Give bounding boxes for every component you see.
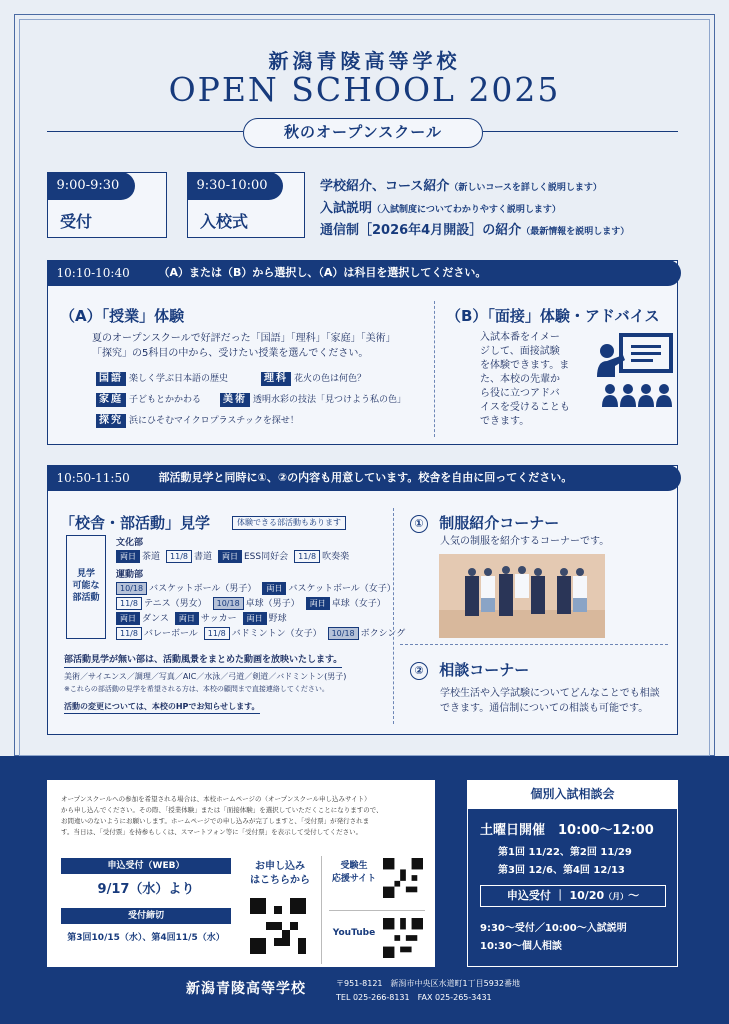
club-name: ESS同好会 [244, 552, 289, 562]
club-name: 茶道 [142, 552, 161, 562]
title-rule-left [47, 131, 243, 132]
session1-desc: （A）または（B）から選択し、（A）は科目を選択してください。 [158, 265, 487, 279]
consult-dates-2: 第3回 12/6、第4回 12/13 [498, 865, 625, 876]
class-bijutsu: 美術 透明水彩の技法「見つけよう私の色」 [220, 392, 406, 407]
reception-time: 9:00-9:30 [47, 172, 135, 200]
consult-schedule-1: 9:30～受付／10:00～入試説明 [480, 923, 627, 934]
culture-row [116, 549, 355, 563]
club-date-chip: 11/8 [116, 627, 142, 640]
sports-row [116, 611, 293, 625]
club-name: 卓球（女子） [331, 599, 386, 609]
club-name: 卓球（男子） [245, 599, 300, 609]
session1-box [47, 260, 678, 445]
consult-dates-1: 第1回 11/22、第2回 11/29 [498, 847, 632, 858]
class-experience-text-1: 夏のオープンスクールで好評だった「国語」「理科」「家庭」「美術」 [92, 333, 396, 344]
club-date-chip: 両日 [218, 550, 242, 563]
change-note: 活動の変更については、本校のHPでお知らせします。 [64, 701, 260, 714]
club-date-chip: 両日 [243, 612, 267, 625]
apply-qr-label: お申し込み はこちらから [250, 861, 310, 886]
close-label: 受付締切 [61, 908, 231, 924]
intro-line-2: 入試説明（入試制度についてわかりやすく説明します） [320, 201, 561, 216]
no-tour-small: ※これらの部活動の見学を希望される方は、本校の顧問まで直接連絡してください。 [64, 685, 329, 693]
examinee-qr-code[interactable] [383, 858, 423, 898]
tour-side-label: 見学 可能な 部活動 [66, 535, 106, 639]
class-rika: 理科 花火の色は何色？ [261, 371, 366, 386]
apply-text: オープンスクールへの参加を希望される場合は、本校ホームページの（オープンスクール申し込みサイト） から申し込んでください。その際、「授業体験」または「面接体験」を選択していただくことになりますので、 お間違いのないようにお願いします。ホームページでの申し込みが完了しますと、「受付票」が発行されま す。当日は、「受付票」を持参もしくは、スマートフォン等に「受付票」を表示して受付してください。 [61, 795, 383, 836]
club-name: 書道 [193, 552, 212, 562]
club-date-chip: 11/8 [204, 627, 230, 640]
reception-box [47, 172, 167, 238]
tour-badge: 体験できる部活動もあります [232, 516, 346, 530]
sports-row [116, 581, 402, 595]
title-rule-right [483, 131, 678, 132]
club-name: バドミントン（女子） [231, 629, 322, 639]
class-experience-title: （A）「授業」体験 [60, 307, 185, 325]
ceremony-time: 9:30-10:00 [187, 172, 283, 200]
club-name: ダンス [142, 614, 169, 624]
school-title: 新潟青陵高等学校 [268, 49, 461, 73]
subtitle-pill: 秋のオープンスクール [243, 118, 483, 148]
club-name: バスケットボール（男子） [149, 584, 257, 594]
youtube-qr-code[interactable] [383, 918, 423, 958]
no-tour-list: 美術／サイエンス／調理／写真／AIC／水泳／弓道／剣道／バドミントン(男子) [64, 672, 347, 681]
session1-divider [434, 301, 435, 437]
consult-corner-text-1: 学校生活や入学試験についてどんなことでも相談 [440, 688, 660, 699]
club-name: ボクシング [360, 629, 406, 639]
club-name: バスケットボール（女子） [288, 584, 396, 594]
presentation-icon [593, 333, 675, 409]
club-date-chip: 両日 [262, 582, 286, 595]
close-date: 第3回10/15（水）、第4回11/5（水） [67, 933, 225, 943]
ceremony-box [187, 172, 305, 238]
web-apply-label: 申込受付（WEB） [61, 858, 231, 874]
club-date-chip: 両日 [306, 597, 330, 610]
session2-box [47, 465, 678, 735]
session2-desc: 部活動見学と同時に①、②の内容も用意しています。校舎を自由に回ってください。 [158, 470, 573, 484]
qr-hdivider [329, 910, 425, 911]
club-name: バレーボール [143, 629, 198, 639]
footer-school-name: 新潟青陵高等学校 [186, 981, 306, 997]
sports-label: 運動部 [116, 570, 144, 580]
sports-row [116, 626, 411, 640]
consult-title-box [467, 780, 678, 808]
class-experience-text-2: 「探究」の5科目の中から、受けたい授業を選んでください。 [92, 348, 369, 359]
club-name: サッカー [200, 614, 237, 624]
club-name: テニス（男女） [143, 599, 207, 609]
club-name: 吹奏楽 [322, 552, 350, 562]
uniform-title: ① 制服紹介コーナー [410, 512, 559, 533]
footer-address: 〒951-8121 新潟市中央区水道町1丁目5932番地 [336, 979, 520, 988]
uniform-text: 人気の制服を紹介するコーナーです。 [440, 536, 610, 547]
class-tankyu: 探究 浜にひそむマイクロプラスチックを探せ！ [96, 413, 299, 428]
class-katei: 家庭 子どもとかかわる [96, 392, 201, 407]
club-date-chip: 10/18 [116, 582, 147, 595]
consult-reception: 申込受付 ｜ 10/20（月）～ [480, 885, 666, 907]
class-kokugo: 国語 楽しく学ぶ日本語の歴史 [96, 371, 228, 386]
club-date-chip: 10/18 [328, 627, 359, 640]
consult-corner-title: ② 相談コーナー [410, 659, 529, 680]
sports-row [116, 596, 392, 610]
intro-line-3: 通信制［2026年4月開設］の紹介（最新情報を説明します） [320, 223, 630, 238]
consult-schedule-2: 10:30～個人相談 [480, 941, 562, 952]
reception-label: 受付 [60, 212, 93, 231]
youtube-label: YouTube [332, 928, 376, 938]
apply-qr-code[interactable] [250, 898, 306, 954]
apply-qr-divider [321, 856, 322, 964]
club-date-chip: 両日 [116, 550, 140, 563]
club-date-chip: 両日 [116, 612, 140, 625]
apply-box [47, 780, 435, 967]
ceremony-label: 入校式 [200, 212, 249, 231]
culture-label: 文化部 [116, 538, 144, 548]
session2-header [47, 465, 681, 491]
examinee-site-label: 受験生 応援サイト [331, 861, 377, 884]
club-date-chip: 両日 [175, 612, 199, 625]
interview-title: （B）「面接」体験・アドバイス [446, 307, 660, 325]
footer [0, 756, 729, 1024]
uniform-photo [439, 554, 605, 638]
club-name: 野球 [268, 614, 287, 624]
club-date-chip: 11/8 [294, 550, 320, 563]
club-date-chip: 11/8 [166, 550, 192, 563]
session1-time: 10:10-10:40 [56, 265, 130, 280]
consult-box [467, 808, 678, 967]
session2-divider [393, 508, 394, 724]
no-tour-note: 部活動見学が無い部は、活動風景をまとめた動画を放映いたします。 [64, 654, 342, 668]
web-apply-date: 9/17（水）より [97, 882, 195, 897]
interview-text: 入試本番をイメー ジして、面接試験 を体験できます。ま た、本校の先輩か ら役に立つアドバ イスを受けることも できます。 [480, 332, 570, 427]
consult-held: 土曜日開催 10:00～12:00 [480, 823, 654, 838]
intro-line-1: 学校紹介、コース紹介（新しいコースを詳しく説明します） [320, 179, 602, 194]
session2-time: 10:50-11:50 [56, 470, 130, 485]
event-title: OPEN SCHOOL 2025 [168, 70, 561, 109]
consult-corner-text-2: できます。通信制についての相談も可能です。 [440, 703, 649, 714]
club-date-chip: 11/8 [116, 597, 142, 610]
session1-header [47, 260, 681, 286]
tour-title: 「校舎・部活動」見学 [60, 514, 211, 532]
footer-phone: TEL 025-266-8131 FAX 025-265-3431 [336, 993, 492, 1002]
consult-title: 個別入試相談会 [530, 787, 615, 801]
session2-hdivider [400, 644, 668, 645]
club-date-chip: 10/18 [213, 597, 244, 610]
